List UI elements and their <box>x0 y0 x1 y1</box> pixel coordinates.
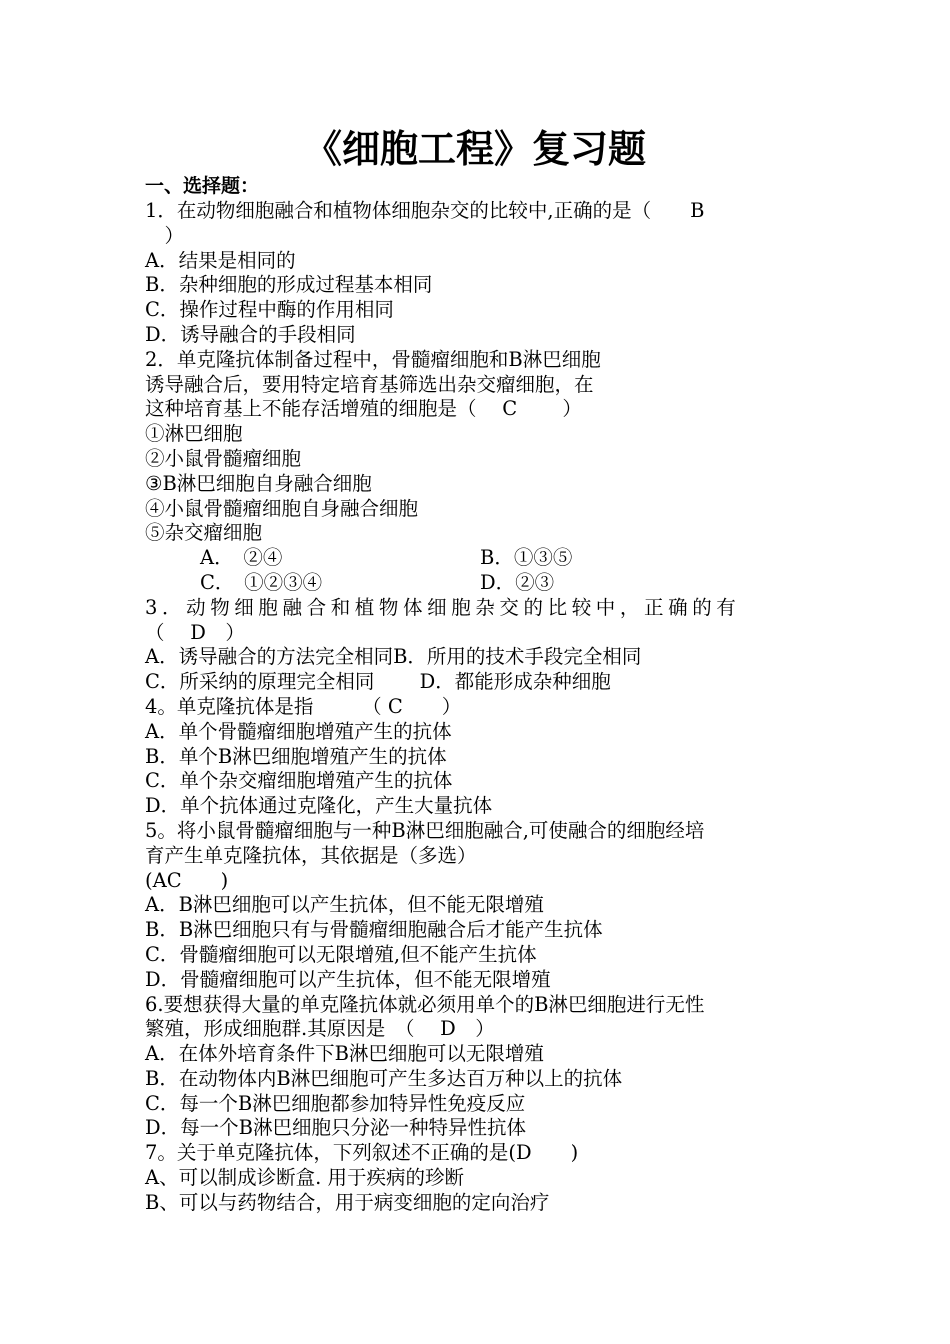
question-6-option-c: C．每一个B淋巴细胞都参加特异性免疫反应 <box>145 1091 526 1115</box>
question-2-options-row <box>145 571 815 596</box>
question-7-stem: 7。关于单克隆抗体，下列叙述不正确的是(D ) <box>145 1141 579 1165</box>
question-5-option-a: A．B淋巴细胞可以产生抗体，但不能无限增殖 <box>145 893 544 917</box>
question-6-option-a: A．在体外培育条件下B淋巴细胞可以无限增殖 <box>145 1042 544 1066</box>
question-6-option-b: B．在动物体内B淋巴细胞可产生多达百万种以上的抗体 <box>145 1066 623 1090</box>
question-2-option-b: B．①③⑤ <box>480 546 573 570</box>
question-5-stem-cont: 育产生单克隆抗体，其依据是（多选） <box>145 843 477 867</box>
question-2-item: ②小鼠骨髓瘤细胞 <box>145 446 302 470</box>
question-2-item: ④小鼠骨髓瘤细胞自身融合细胞 <box>145 496 419 520</box>
question-4-option-d: D．单个抗体通过克隆化，产生大量抗体 <box>145 794 493 818</box>
question-6-option-d: D．每一个B淋巴细胞只分泌一种特异性抗体 <box>145 1116 526 1140</box>
question-2-option-a: A． ②④ <box>200 546 283 570</box>
question-1-stem: 1．在动物细胞融合和植物体细胞杂交的比较中,正确的是（ B <box>145 199 705 222</box>
question-2-option-d: D．②③ <box>480 570 555 594</box>
section-heading: 一、选择题： <box>145 175 260 197</box>
question-list <box>145 199 815 1216</box>
question-2-options-row <box>145 546 815 571</box>
question-5-answer: (AC ) <box>145 868 229 892</box>
question-3-stem-cont: （ D ） <box>145 620 245 644</box>
question-2-stem: 2．单克隆抗体制备过程中，骨髓瘤细胞和B淋巴细胞 <box>145 347 601 371</box>
question-2-stem-cont: 这种培育基上不能存活增殖的细胞是（ C ） <box>145 397 582 421</box>
question-4-option-b: B．单个B淋巴细胞增殖产生的抗体 <box>145 744 447 768</box>
question-1-option-a: A．结果是相同的 <box>145 248 296 272</box>
question-6-stem-cont: 繁殖，形成细胞群.其原因是 （ D ） <box>145 1017 495 1041</box>
question-5-option-d: D．骨髓瘤细胞可以产生抗体，但不能无限增殖 <box>145 967 551 991</box>
question-4-option-c: C．单个杂交瘤细胞增殖产生的抗体 <box>145 769 453 793</box>
question-3-options-cd: C．所采纳的原理完全相同 D．都能形成杂种细胞 <box>145 670 611 694</box>
question-1-stem-cont: ） <box>145 223 185 247</box>
question-4-option-a: A．单个骨髓瘤细胞增殖产生的抗体 <box>145 719 452 743</box>
question-1-option-b: B．杂种细胞的形成过程基本相同 <box>145 273 433 297</box>
question-4-stem: 4。单克隆抗体是指 （ C ） <box>145 694 462 718</box>
question-2-item: ⑤杂交瘤细胞 <box>145 521 263 545</box>
question-5-stem: 5。将小鼠骨髓瘤细胞与一种B淋巴细胞融合,可使融合的细胞经培 <box>145 818 705 842</box>
question-2-item: ①淋巴细胞 <box>145 422 243 446</box>
question-2-option-c: C． ①②③④ <box>200 570 323 594</box>
question-2-item: ③B淋巴细胞自身融合细胞 <box>145 471 372 495</box>
question-3-options-ab: A．诱导融合的方法完全相同B．所用的技术手段完全相同 <box>145 645 642 669</box>
question-3-stem: 3．动物细胞融合和植物体细胞杂交的比较中，正确的有 <box>145 595 741 619</box>
page-title: 《细胞工程》复习题 <box>303 126 646 171</box>
question-7-option-a: A、可以制成诊断盒. 用于疾病的珍断 <box>145 1166 464 1190</box>
question-6-stem: 6.要想获得大量的单克隆抗体就必须用单个的B淋巴细胞进行无性 <box>145 992 705 1016</box>
question-1-option-d: D．诱导融合的手段相同 <box>145 322 356 346</box>
question-1-option-c: C．操作过程中酶的作用相同 <box>145 298 394 322</box>
question-7-option-b: B、可以与药物结合，用于病变细胞的定向治疗 <box>145 1190 550 1214</box>
question-5-option-b: B．B淋巴细胞只有与骨髓瘤细胞融合后才能产生抗体 <box>145 918 603 942</box>
question-2-stem-cont: 诱导融合后，要用特定培育基筛选出杂交瘤细胞，在 <box>145 372 594 396</box>
question-5-option-c: C．骨髓瘤细胞可以无限增殖,但不能产生抗体 <box>145 942 537 966</box>
